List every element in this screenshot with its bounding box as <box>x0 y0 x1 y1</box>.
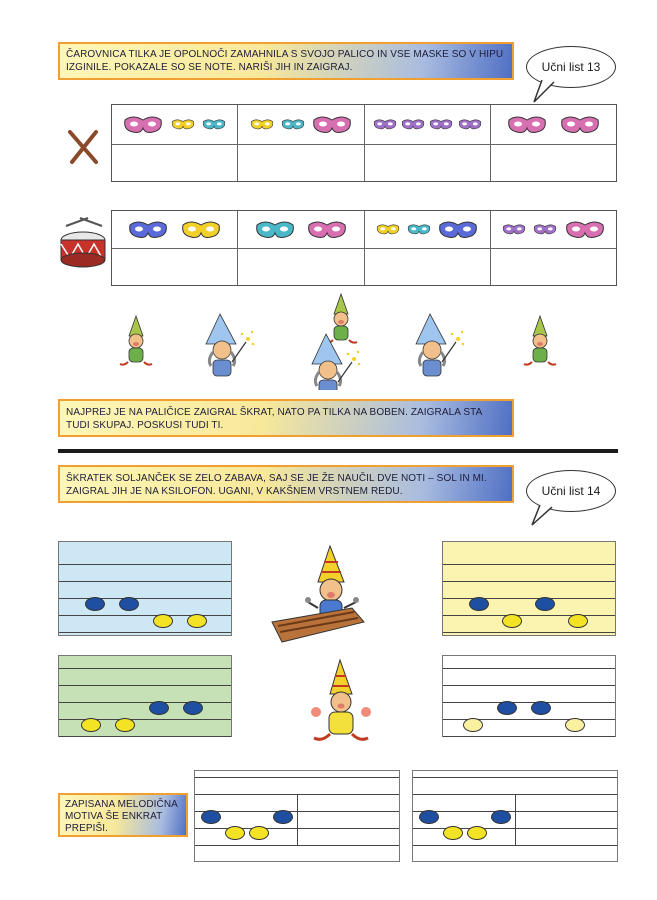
bar-line <box>515 794 516 845</box>
blue-mask-icon <box>128 219 168 241</box>
sol-note <box>119 597 139 611</box>
drum-icon <box>58 216 108 270</box>
staff-line <box>443 615 615 616</box>
mi-note <box>565 718 585 732</box>
sol-note <box>183 701 203 715</box>
staff-line <box>443 736 615 737</box>
mi-note <box>249 826 269 840</box>
staff-line <box>443 668 615 669</box>
purple-mask-icon <box>373 118 397 131</box>
instruction-banner-13: ČAROVNICA TILKA JE OPOLNOČI ZAMAHNILA S SVOJO PALICO IN VSE MASKE SO V HIPU IZGINILE. POKAZALE SO SE NOTE. NARIŠI JIH IN ZAIGRAJ. <box>58 42 514 80</box>
pink-mask-icon <box>312 114 352 136</box>
mi-note <box>568 614 588 628</box>
staff-line <box>59 632 231 633</box>
staff-line <box>195 777 399 778</box>
answer-cell[interactable] <box>365 249 491 285</box>
mi-note <box>467 826 487 840</box>
answer-cell[interactable] <box>112 145 238 181</box>
melody-panel-green <box>58 655 232 737</box>
staff-line <box>443 632 615 633</box>
mask-grid-drum <box>111 210 617 286</box>
instruction-banner-13b: NAJPREJ JE NA PALIČICE ZAIGRAL ŠKRAT, NATO PA TILKA NA BOBEN. ZAIGRALA STA TUDI SKUPAJ. POSKUSI TUDI TI. <box>58 399 514 437</box>
mi-note <box>187 614 207 628</box>
mi-note <box>463 718 483 732</box>
sol-note <box>85 597 105 611</box>
jester-gnome-illustration <box>306 658 376 748</box>
melody-panel-white <box>442 655 616 737</box>
bubble-tail <box>532 80 562 104</box>
staff-line <box>59 564 231 565</box>
mask-cell <box>112 211 238 248</box>
mask-cell <box>491 105 616 144</box>
mi-note <box>81 718 101 732</box>
sol-note <box>273 810 293 824</box>
instruction-banner-14: ŠKRATEK SOLJANČEK SE ZELO ZABAVA, SAJ SE JE ŽE NAUČIL DVE NOTI – SOL IN MI. ZAIGRAL JIH JE NA KSILOFON. UGANI, V KAKŠNEM VRSTNEM REDU. <box>58 465 514 503</box>
staff-line <box>413 845 617 846</box>
answer-cell[interactable] <box>112 249 238 285</box>
section-divider <box>58 449 618 453</box>
sheet-label-bubble-13: Učni list 13 <box>526 46 616 88</box>
mask-cell <box>238 105 364 144</box>
sol-note <box>149 701 169 715</box>
staff-line <box>59 736 231 737</box>
staff-line <box>59 581 231 582</box>
purple-mask-icon <box>458 118 482 131</box>
staff-line <box>195 845 399 846</box>
sol-note <box>469 597 489 611</box>
sol-note <box>419 810 439 824</box>
blue-mask-icon <box>438 219 478 241</box>
sheet-label-bubble-14: Učni list 14 <box>526 470 616 512</box>
answer-cell[interactable] <box>238 145 364 181</box>
answer-cell[interactable] <box>238 249 364 285</box>
mask-cell <box>112 105 238 144</box>
copy-instruction-banner: ZAPISANA MELODIČNA MOTIVA ŠE ENKRAT PREPIŠI. <box>58 793 188 837</box>
characters-illustration <box>100 290 580 390</box>
bar-line <box>297 794 298 845</box>
yellow-mask-icon <box>171 118 195 131</box>
teal-mask-icon <box>255 219 295 241</box>
copy-staff-left[interactable] <box>194 770 400 862</box>
staff-line <box>413 777 617 778</box>
staff-line <box>59 598 231 599</box>
mi-note <box>153 614 173 628</box>
melody-panel-blue <box>58 541 232 636</box>
purple-mask-icon <box>401 118 425 131</box>
staff-line <box>59 668 231 669</box>
mi-note <box>443 826 463 840</box>
pink-mask-icon <box>507 114 547 136</box>
bubble-tail <box>530 505 560 529</box>
pink-mask-icon <box>565 219 605 241</box>
sol-note <box>531 701 551 715</box>
mask-grid-sticks <box>111 104 617 182</box>
answer-cell[interactable] <box>365 145 491 181</box>
staff-line <box>443 564 615 565</box>
xylophone-gnome-illustration <box>268 542 372 652</box>
mask-cell <box>238 211 364 248</box>
staff-line <box>59 702 231 703</box>
mask-cell <box>491 211 616 248</box>
mask-cell <box>365 211 491 248</box>
sol-note <box>497 701 517 715</box>
teal-mask-icon <box>281 118 305 131</box>
purple-mask-icon <box>533 223 557 236</box>
sol-note <box>491 810 511 824</box>
mask-cell <box>365 105 491 144</box>
crossed-sticks-icon <box>66 128 102 166</box>
answer-cell[interactable] <box>491 145 616 181</box>
sol-note <box>201 810 221 824</box>
teal-mask-icon <box>202 118 226 131</box>
answer-cell[interactable] <box>491 249 616 285</box>
staff-line <box>443 598 615 599</box>
teal-mask-icon <box>407 223 431 236</box>
sol-note <box>535 597 555 611</box>
staff-line <box>443 685 615 686</box>
purple-mask-icon <box>429 118 453 131</box>
yellow-mask-icon <box>376 223 400 236</box>
mi-note <box>115 718 135 732</box>
copy-staff-right[interactable] <box>412 770 618 862</box>
pink-mask-icon <box>307 219 347 241</box>
purple-mask-icon <box>502 223 526 236</box>
staff-line <box>443 702 615 703</box>
pink-mask-icon <box>560 114 600 136</box>
staff-line <box>59 615 231 616</box>
staff-line <box>59 685 231 686</box>
melody-panel-yellow <box>442 541 616 636</box>
staff-line <box>443 581 615 582</box>
yellow-mask-icon <box>181 219 221 241</box>
mi-note <box>225 826 245 840</box>
mi-note <box>502 614 522 628</box>
yellow-mask-icon <box>250 118 274 131</box>
pink-mask-icon <box>123 114 163 136</box>
